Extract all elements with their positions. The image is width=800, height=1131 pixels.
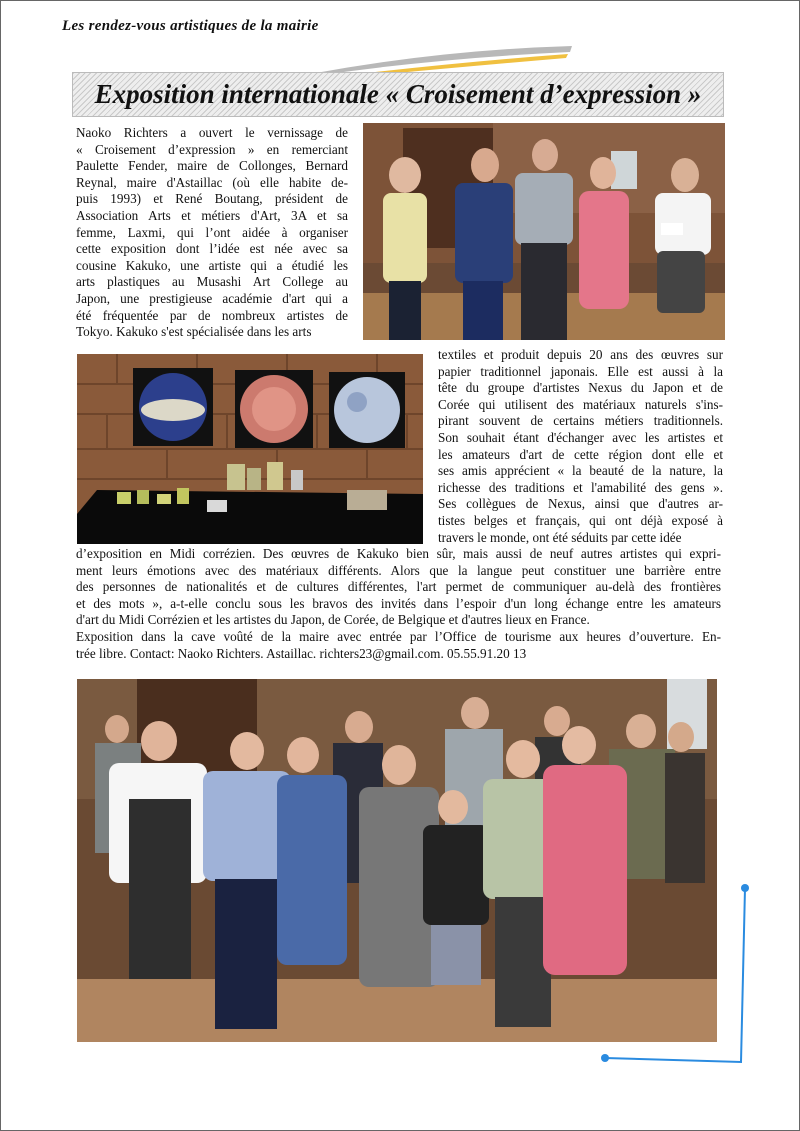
text-line: « Croisement d’expression » en remerciant <box>76 141 348 157</box>
photo-officials <box>363 123 725 340</box>
text-line: Association Arts et métiers d'Art, 3A et sa <box>76 207 348 223</box>
text-line: pirant souvent de certains métiers traditionnels. <box>438 413 723 429</box>
text-line: cette exposition dont l’idée est née avec sa <box>76 241 348 257</box>
text-line: Son souhait étant d'échanger avec les artistes et <box>438 429 723 445</box>
text-line: papier traditionnel japonais. Elle est aussi à la <box>438 363 723 379</box>
text-line: et des mots », a-t-elle conclu sous les bravos des invités dans l’espoir d'un long échange entre les amateurs <box>76 595 721 611</box>
text-line: textiles et produit depuis 20 ans des œuvres sur <box>438 347 723 362</box>
text-line: tistes belges et français, qui ont déjà exposé à <box>438 512 723 528</box>
text-line: tête du groupe d'artistes Nexus du Japon et de <box>438 380 723 396</box>
decorative-blue-line <box>595 880 755 1070</box>
photo-artworks <box>77 354 423 544</box>
text-line: ses amis apprécient « la beauté de la nature, la <box>438 463 723 479</box>
text-line: arts plastiques au Musashi Art College au <box>76 274 348 290</box>
text-line: Reynal, maire d'Astaillac (où elle habite de- <box>76 174 348 190</box>
text-line: travers le monde, ont été séduits par cette idée <box>438 529 682 545</box>
text-line: d'art du Midi Corrézien et les artistes du Japon, de Corée, de Belgique et d'autres lieux en France. <box>76 612 590 628</box>
text-line: cousine Kakuko, une artiste qui a étudié les <box>76 257 348 273</box>
text-line: Paulette Fender, maire de Collonges, Bernard <box>76 158 348 174</box>
text-line: des personnes de nationalités et de cultures différentes, l'art permet de communiquer au-delà des frontières <box>76 579 721 595</box>
text-line: Japon, une prestigieuse académie d'art qui a <box>76 290 348 306</box>
text-line: Corée qui utilisent des matériaux naturels s'ins- <box>438 396 723 412</box>
text-line: richesse des traditions et l'amabilité des gens ». <box>438 479 723 495</box>
text-line: été fréquentée par de nombreux artistes de <box>76 307 348 323</box>
article-title: Exposition internationale « Croisement d’expression » <box>94 79 702 109</box>
article-text-full-width <box>76 546 721 662</box>
article-text-column-1 <box>76 125 348 341</box>
text-line: femme, Laxmi, qui l’ont aidée à organiser <box>76 224 348 240</box>
article-text-column-2 <box>438 347 723 546</box>
text-line: Exposition dans la cave voûté de la maire avec entrée par l’Office de tourisme aux heures d’ouverture. En- <box>76 628 721 644</box>
text-line: Naoko Richters a ouvert le vernissage de <box>76 125 348 140</box>
text-line: puis 1993) et René Boutang, président de <box>76 191 348 207</box>
text-line: ment leurs émotions avec des matériaux différents. Alors que la langue peut constituer une barrière entre <box>76 562 721 578</box>
text-line: d’exposition en Midi corrézien. Des œuvres de Kakuko bien sûr, mais aussi de neuf autres artistes qui expri- <box>76 546 721 561</box>
text-line: Tokyo. Kakuko s'est spécialisée dans les arts <box>76 324 312 340</box>
text-line: Ses collègues de Nexus, ainsi que d'autres ar- <box>438 496 723 512</box>
section-header: Les rendez-vous artistiques de la mairie <box>62 18 319 34</box>
text-line: les amateurs d'art de cette région dont elle et <box>438 446 723 462</box>
text-line: trée libre. Contact: Naoko Richters. Astaillac. richters23@gmail.com. 05.55.91.20 13 <box>76 645 527 661</box>
